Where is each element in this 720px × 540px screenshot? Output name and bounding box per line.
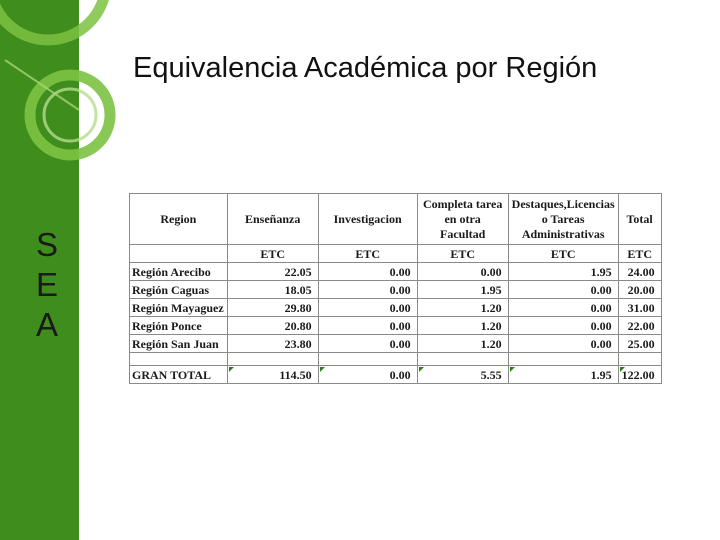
value-cell: 0.00 bbox=[318, 299, 417, 317]
region-name: Región Ponce bbox=[130, 317, 228, 335]
header-destaques: Destaques,Licencias o Tareas Administrativas bbox=[508, 194, 618, 245]
value-cell: 1.20 bbox=[417, 335, 508, 353]
units-row bbox=[130, 245, 662, 263]
grand-total-row bbox=[130, 366, 662, 384]
unit-cell: ETC bbox=[417, 245, 508, 263]
spacer-row bbox=[130, 353, 662, 366]
total-cell: 24.00 bbox=[618, 263, 661, 281]
empty-cell bbox=[227, 353, 318, 366]
total-cell: 25.00 bbox=[618, 335, 661, 353]
value-cell: 0.00 bbox=[508, 317, 618, 335]
region-name: Región Mayaguez bbox=[130, 299, 228, 317]
value-cell: 18.05 bbox=[227, 281, 318, 299]
header-ensenanza: Enseñanza bbox=[227, 194, 318, 245]
unit-cell: ETC bbox=[227, 245, 318, 263]
value-cell: 0.00 bbox=[508, 299, 618, 317]
value-cell: 1.20 bbox=[417, 299, 508, 317]
table-row bbox=[130, 281, 662, 299]
unit-cell bbox=[130, 245, 228, 263]
value-cell: 0.00 bbox=[318, 263, 417, 281]
value-cell: 20.80 bbox=[227, 317, 318, 335]
empty-cell bbox=[130, 353, 228, 366]
value-cell: 22.05 bbox=[227, 263, 318, 281]
empty-cell bbox=[417, 353, 508, 366]
region-name: Región Caguas bbox=[130, 281, 228, 299]
unit-cell: ETC bbox=[508, 245, 618, 263]
value-cell: 1.20 bbox=[417, 317, 508, 335]
grand-total-value: 114.50 bbox=[227, 366, 318, 384]
empty-cell bbox=[508, 353, 618, 366]
region-name: Región San Juan bbox=[130, 335, 228, 353]
side-letter-s: S bbox=[35, 226, 58, 263]
value-cell: 29.80 bbox=[227, 299, 318, 317]
unit-cell: ETC bbox=[318, 245, 417, 263]
equivalence-table bbox=[129, 193, 662, 384]
table-header-row bbox=[130, 194, 662, 245]
unit-cell: ETC bbox=[618, 245, 661, 263]
value-cell: 1.95 bbox=[508, 263, 618, 281]
total-cell: 20.00 bbox=[618, 281, 661, 299]
value-cell: 0.00 bbox=[318, 335, 417, 353]
table-row bbox=[130, 317, 662, 335]
grand-total-value: 5.55 bbox=[417, 366, 508, 384]
table-row bbox=[130, 299, 662, 317]
value-cell: 0.00 bbox=[318, 281, 417, 299]
side-letter-e: E bbox=[35, 266, 58, 303]
total-cell: 31.00 bbox=[618, 299, 661, 317]
value-cell: 0.00 bbox=[508, 335, 618, 353]
header-region: Region bbox=[130, 194, 228, 245]
empty-cell bbox=[318, 353, 417, 366]
value-cell: 1.95 bbox=[417, 281, 508, 299]
header-investigacion: Investigacion bbox=[318, 194, 417, 245]
slide-title: Equivalencia Académica por Región bbox=[133, 52, 598, 84]
side-vertical-text bbox=[30, 225, 64, 345]
table-row bbox=[130, 335, 662, 353]
grand-total-value: 1.95 bbox=[508, 366, 618, 384]
grand-total-value: 122.00 bbox=[618, 366, 661, 384]
total-cell: 22.00 bbox=[618, 317, 661, 335]
value-cell: 0.00 bbox=[318, 317, 417, 335]
decorative-rings bbox=[0, 0, 140, 200]
grand-total-label: GRAN TOTAL bbox=[130, 366, 228, 384]
grand-total-value: 0.00 bbox=[318, 366, 417, 384]
empty-cell bbox=[618, 353, 661, 366]
value-cell: 0.00 bbox=[508, 281, 618, 299]
header-total: Total bbox=[618, 194, 661, 245]
region-name: Región Arecibo bbox=[130, 263, 228, 281]
side-letter-a: A bbox=[35, 306, 58, 343]
table-row bbox=[130, 263, 662, 281]
value-cell: 0.00 bbox=[417, 263, 508, 281]
header-completa-tarea: Completa tarea en otra Facultad bbox=[417, 194, 508, 245]
value-cell: 23.80 bbox=[227, 335, 318, 353]
